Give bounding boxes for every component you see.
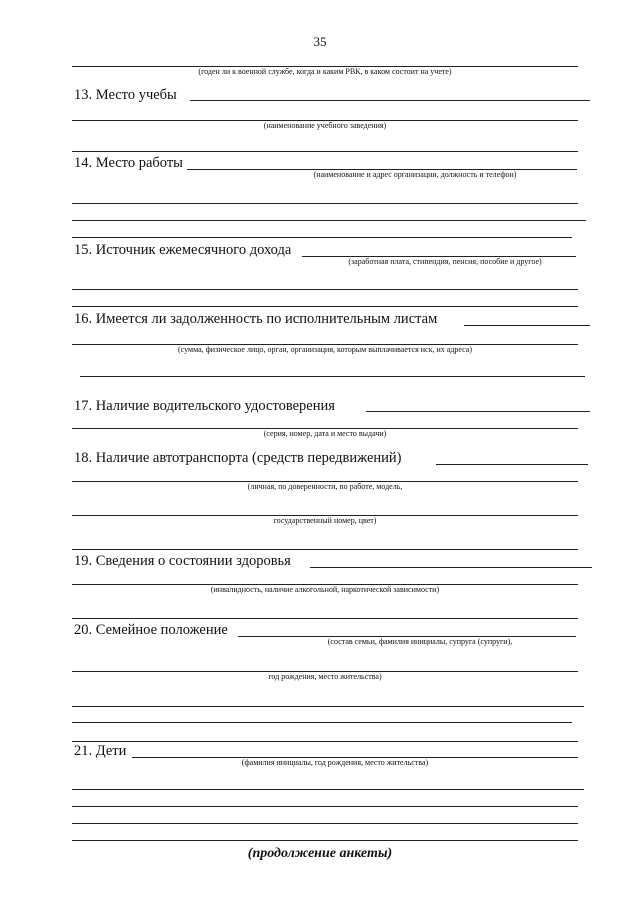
field-hint-20b: год рождения, место жительства) — [268, 672, 382, 681]
form-continuation-note: (продолжение анкеты) — [247, 846, 393, 861]
answer-line[interactable] — [72, 151, 578, 152]
answer-line[interactable] — [72, 706, 584, 707]
question-15-label: 15. Источник ежемесячного дохода — [74, 242, 292, 258]
answer-line[interactable] — [72, 722, 572, 723]
question-21-label: 21. Дети — [74, 743, 127, 759]
answer-line[interactable] — [72, 806, 578, 807]
page-number: 35 — [313, 34, 327, 49]
question-17-label: 17. Наличие водительского удостоверения — [74, 398, 335, 414]
field-hint-17: (серия, номер, дата и место выдачи) — [263, 429, 387, 438]
question-13-label: 13. Место учебы — [74, 87, 177, 103]
field-hint-16: (сумма, физическое лицо, орган, организация, которым выплачивается иск, их адреса) — [178, 345, 472, 354]
answer-line[interactable] — [72, 549, 578, 550]
field-hint-13: (наименование учебного заведения) — [263, 121, 387, 130]
answer-line-17[interactable] — [366, 411, 590, 412]
answer-line[interactable] — [80, 376, 585, 377]
question-16-label: 16. Имеется ли задолженность по исполнительным листам — [74, 311, 438, 327]
answer-line[interactable] — [72, 306, 578, 307]
answer-line[interactable] — [72, 220, 586, 221]
field-hint-14: (наименование и адрес организации, должность и телефон) — [313, 170, 517, 179]
answer-line-19[interactable] — [310, 567, 592, 568]
field-hint-18: (личная, по доверенности, по работе, модель, — [247, 482, 403, 491]
field-hint-21: (фамилия инициалы, год рождения, место жительства) — [241, 758, 429, 767]
field-hint-15: (заработная плата, стипендия, пенсия, пособие и другое) — [348, 257, 542, 266]
answer-line[interactable] — [72, 789, 584, 790]
answer-line[interactable] — [72, 203, 578, 204]
answer-line-16[interactable] — [464, 325, 590, 326]
answer-line[interactable] — [72, 741, 578, 742]
field-hint-19: (инвалидность, наличие алкогольной, наркотической зависимости) — [210, 585, 440, 594]
answer-line[interactable] — [72, 237, 572, 238]
answer-line[interactable] — [72, 840, 578, 841]
question-20-label: 20. Семейное положение — [74, 622, 228, 638]
question-14-label: 14. Место работы — [74, 155, 183, 171]
answer-line[interactable] — [72, 289, 578, 290]
question-19-label: 19. Сведения о состоянии здоровья — [74, 553, 291, 569]
question-18-label: 18. Наличие автотранспорта (средств передвижений) — [74, 450, 402, 466]
answer-line[interactable] — [72, 823, 578, 824]
field-hint-20: (состав семьи, фамилия инициалы, супруга (супруги), — [327, 637, 513, 646]
answer-line[interactable] — [72, 618, 578, 619]
field-hint-military: (годен ли к военной службе, когда и каким РВК, в каком состоит на учете) — [198, 67, 452, 76]
answer-line-13[interactable] — [190, 100, 590, 101]
field-hint-18b: государственный номер, цвет) — [273, 516, 377, 525]
answer-line-18[interactable] — [436, 464, 588, 465]
